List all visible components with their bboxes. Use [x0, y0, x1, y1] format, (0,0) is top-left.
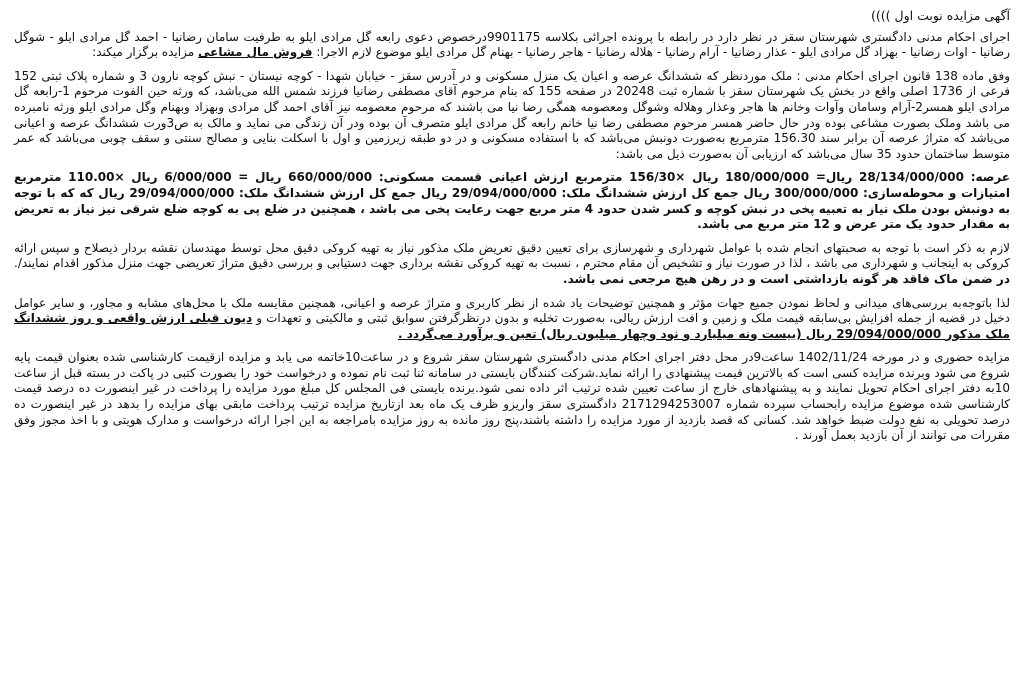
notes-bold-statement: در ضمن ماک فاقد هر گونه بازداشتی است و در رهن هیچ مرجعی نمی باشد.	[563, 271, 1010, 286]
valuation-paragraph	[14, 170, 1010, 232]
property-paragraph	[14, 69, 1010, 163]
conclusion-paragraph	[14, 296, 1010, 343]
property-line: وفق ماده 138 قانون اجرای احکام مدنی : ملک موردنظر که ششدانگ عرصه و اعیان یک منزل مسکونی و در آدرس سقز - خیابان شهدا - کوچه نیستان - نبش کوچه نارون	[151, 68, 1010, 83]
conclusion-line: لذا باتوجه‌به بررسی‌های میدانی و لحاظ نمودن جمیع جهات مؤثر و همچنین توضیحات یاد شده از نظر کاربری و متراژ عرصه و اعیانی، همچنین مقایسه ملک با محل‌های	[172, 295, 1010, 310]
notice-title: آگهی مزایده نوبت اول ))))	[871, 8, 1010, 23]
auction-paragraph	[14, 350, 1010, 444]
property-line: مرحوم معصومه نیز آقای احمد گل مرادی وبهزاد وبهنام وگل مرادی ایلو ورثه نامبرده می باشد وملک بصورت مشاعی بوده ودر حال حاضر همسر مرحوم مصطفی رضا نیا	[14, 99, 1010, 130]
conclusion-line: و تعهدات و	[256, 311, 312, 326]
auction-line: 2171294253007 دادگستری سقز واریزو ظرف یک ماه بعد ازتاریخ مزایده ترتیب پرداخت مابقی بهای مزایده را بدهد در غیر اینصورت ده درصد تحویلی به نفع دولت	[14, 397, 1010, 427]
notes-line: لازم به ذکر است با توجه به صحبتهای انجام شده با عوامل شهرداری و شهرسازی برای تعیین دقیق تعریض ملک مذکور نیاز به تهیه کروکی دقیق محل توسط مهندسان نقشه	[150, 240, 1010, 255]
property-line: الله می‌باشد، که ورثه حین الفوت مرحوم 1-رابعه گل مرادی ایلو همسر2-آرام وسامان وآوات وخانم ها هاجر وعذار وهلاله وشوگل ومعصومه همگی رضا نیا می باشند که	[14, 84, 1010, 114]
notes-line: بررسی دقیق متراژ تعریضی جهت منزل مذکور اقدام نمایند/.	[14, 256, 314, 271]
property-line: 35 سال می‌باشد که ارزیابی آن به‌صورت ذیل می باشد:	[615, 146, 892, 161]
intro-paragraph	[14, 30, 1010, 61]
intro-end: مزایده برگزار میکند:	[92, 45, 198, 60]
valuation-line: توجه به دونبش بودن ملک نیاز به تعبیه پخی در نبش کوچه و کسر شدن حدود 4 متر مربع جهت رعایت پخی می باشد ، همچنین در ضلع پی به کوچه ضلع شرقی نیز نیاز به	[14, 185, 1011, 216]
property-line: مترمربع به‌صورت دونبش می‌باشد که با استفاده مسکونی و در دو طبقه زیرزمین و اول با اسکلت بنایی و مصالح سنتی و سقف چوبی می‌باشد که عمر متوسط ساختمان حدود	[14, 131, 1010, 161]
final-valuation-underlined: دیون قبلی ارزش واقعی و روز ششدانگ ملک مذکور 29/094/000/000 ریال (بیست ونه میلیارد و نود وچهار میلیون ریال) تعین و برآورد می‌گردد .	[14, 311, 1010, 341]
valuation-line: عرصه: 28/134/000/000 ریال= 180/000/000 ریال ×156/30 مترمربع ارزش اعیانی قسمت مسکونی: 660/000/000 ریال = 6/000/000 ریال ×110.00 مترمربع	[14, 170, 1011, 185]
notes-line: بردار ذیصلاح و سپس ارائه کروکی به اینجانب و شهرداری می باشد ، لذا در صورت نیاز و تشخیص آن مقام محترم ، نسبت به تهیه کروکی نقشه برداری جهت دستیابی و	[14, 240, 1010, 271]
auction-line: درخواست خود را بصورت کتبی در پاکت در بسته قبل از ساعت 10به دفتر اجرای احکام تحویل نمایند و به پیشنهادهای خارج از ساعت تعیین شده ترتیب اثر داده نمی	[14, 365, 1010, 396]
notes-paragraph	[14, 241, 1010, 288]
intro-line: - احمد گل مرادی ایلو - شوگل رضانیا - اوات رضانیا - بهزاد گل مرادی ایلو - عذار رضانیا - آرام رضانیا - هلاله رضانیا - هاجر رضانیا - بهنام گل مرادی ایلو موضوع	[14, 29, 1010, 60]
valuation-line: تعریض به مقدار حدود یک متر عرض و 12 متر مربع می باشد.	[14, 201, 1010, 232]
property-line: 3 و شماره پلاک ثبتی 152 فرعی از 1736 اصلی واقع در بخش یک شهرستان سقز با شماره ثبت 20248 در صفحه 155 که بنام مرحوم آقای مصطفی رضانیا فرزند شمس	[14, 68, 1011, 99]
auction-line: وفق مقررات می توانند از آن بازدید بعمل آورند .	[14, 412, 1010, 443]
valuation-line: امتیازات و محوطه‌سازی: 300/000/000 ریال جمع کل ارزش ششدانگ ملک: 29/094/000/000 ریال جمع کل ارزش ششدانگ ملک: 29/094/000/000 ریال که که با	[46, 185, 1010, 200]
conclusion-line: مشابه و مجاور، و سایر عوامل دخیل در قضیه از جمله افزایش بی‌سابقه قیمت ملک و زمین و افت ارزش ریالی، به‌صورت تخلیه و بدون درنظرگرفتن سوابق ثبتی و مالکیتی	[14, 295, 1010, 326]
auction-line: ضبط خواهد شد. کسانی که قصد بازدید از مورد مزایده را داشته باشند،پنج روز مانده به روز مزایده بامراجعه به این اجرا ارائه درخواست و مدارک هویتی و با اخذ مجوز	[39, 412, 875, 427]
intro-line: لازم الاجرا:	[316, 45, 372, 60]
auction-line: مزایده حضوری و در مورخه 1402/11/24 ساعت9در محل دفتر اجرای احکام مدنی دادگستری شهرستان سقز شروع و در ساعت10خاتمه می یابد و مزایده ازقیمت	[187, 350, 1010, 365]
intro-line: اجرای احکام مدنی دادگستری شهرستان سقز در نظر دارد در رابطه با پرونده اجرائی بکلاسه 9901175درخصوص دعوی رابعه گل مرادی ایلو به طرفیت سامان رضانیا	[171, 29, 1010, 44]
property-line: خانم رابعه گل مرادی ایلو متصرف آن بوده ودر آن زندگی می نماید و مالک به ص3ورت ششدانگ عرصه و اعیانی می‌باشد که متراژ عرصه آن برابر سند 156.30	[14, 115, 1010, 146]
auction-line: شود.برنده بایستی فی المجلس کل مبلغ مورد مزایده را پرداخت در غیر اینصورت ده درصد قیمت کارشناسی شده موضوع مزایده رابحساب سپرده شماره	[14, 381, 1010, 412]
sale-type-underlined: فروش مال مشاعی	[197, 45, 313, 60]
auction-line: کارشناسی شده بعنوان قیمت پایه شروع می شود وبرنده مزایده کسی است که بالاترین قیمت پیشنهادی را ارائه نماید.شرکت کنندگان بایستی در سامانه ثنا ثبت نام نموده و	[14, 350, 1010, 380]
